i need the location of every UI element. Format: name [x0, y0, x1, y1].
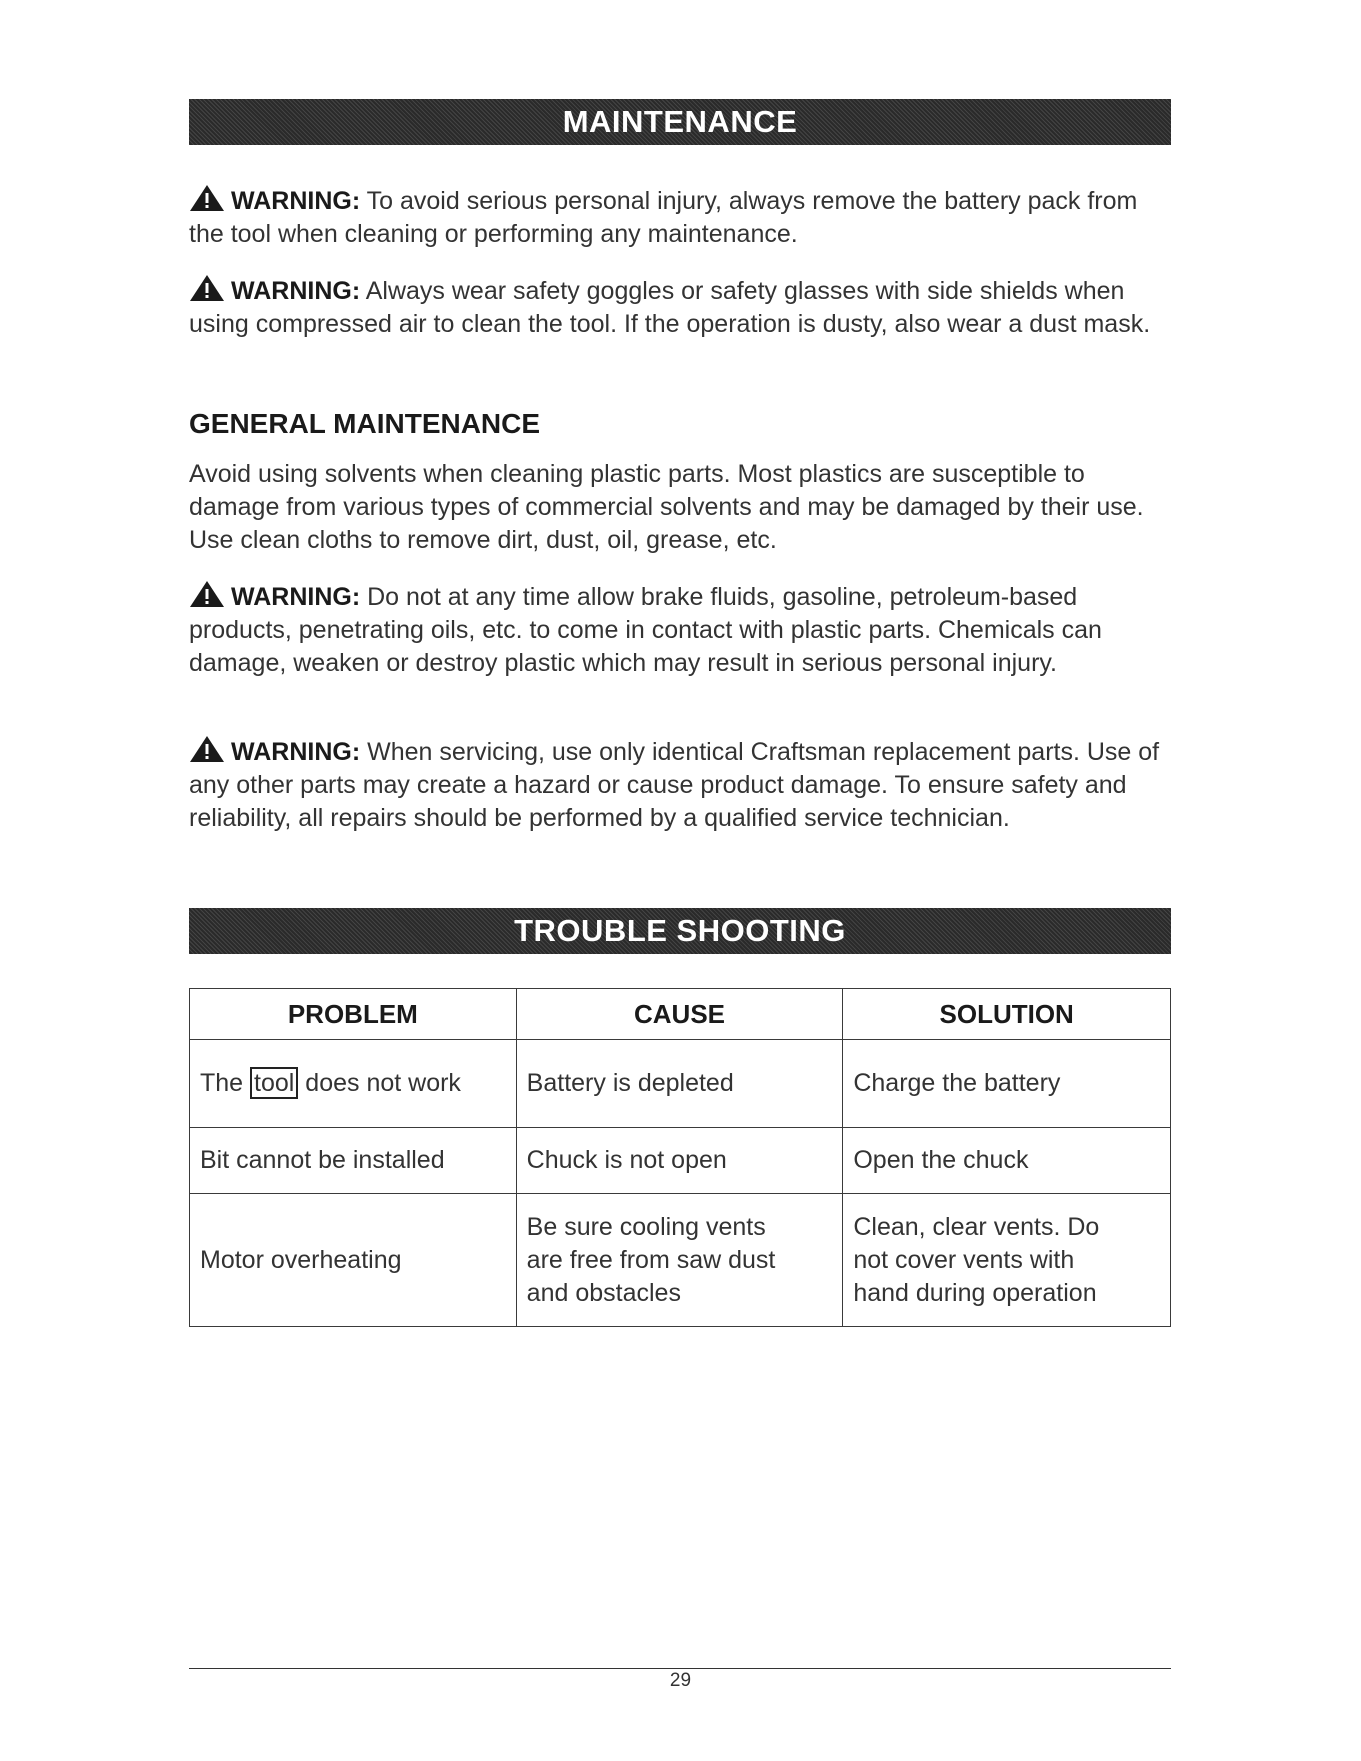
warning-label: WARNING: [231, 277, 361, 305]
troubleshooting-table [189, 988, 1171, 1327]
header-solution: SOLUTION [843, 989, 1171, 1040]
cause-cell: Battery is depleted [516, 1040, 843, 1128]
header-cause: CAUSE [516, 989, 843, 1040]
warning-text: Do not at any time allow brake fluids, gasoline, petroleum-based products, penetrating oils, etc. to come in contact with plastic parts. Chemicals can damage, weaken or destroy plastic which may result in serious personal injury. [189, 583, 1102, 677]
cause-line: are free from saw dust [526, 1245, 776, 1274]
problem-cell: Bit cannot be installed [190, 1128, 517, 1194]
warning-triangle-icon [189, 580, 225, 608]
problem-cell [190, 1040, 517, 1128]
cause-line: and obstacles [526, 1278, 681, 1307]
warning-paragraph-1 [189, 184, 1179, 251]
warning-triangle-icon [189, 735, 225, 763]
warning-text: To avoid serious personal injury, always remove the battery pack from the tool when cleaning or performing any maintenance. [189, 187, 1138, 248]
general-maintenance-heading: GENERAL MAINTENANCE [189, 408, 541, 439]
solution-line: Clean, clear vents. Do [853, 1212, 1100, 1241]
header-problem: PROBLEM [190, 989, 517, 1040]
highlighted-word: tool [250, 1067, 298, 1099]
table-header-row [190, 989, 1171, 1040]
warning-text: When servicing, use only identical Craftsman replacement parts. Use of any other parts may create a hazard or cause product damage. To ensure safety and reliability, all repairs should be performed by a qualified service technician. [189, 738, 1160, 832]
table-row [190, 1128, 1171, 1194]
warning-label: WARNING: [231, 187, 361, 215]
solution-line: hand during operation [853, 1278, 1097, 1307]
problem-text: does not work [298, 1069, 461, 1097]
warning-paragraph-2 [189, 274, 1179, 341]
cause-cell: Chuck is not open [516, 1128, 843, 1194]
problem-text: The [200, 1069, 251, 1097]
maintenance-banner [189, 99, 1171, 145]
solution-cell: Charge the battery [843, 1040, 1171, 1128]
table-row [190, 1194, 1171, 1327]
solution-cell: Open the chuck [843, 1128, 1171, 1194]
solution-cell [843, 1194, 1171, 1327]
warning-label: WARNING: [231, 583, 361, 611]
general-maintenance-text: Avoid using solvents when cleaning plastic parts. Most plastics are susceptible to damage from various types of commercial solvents and may be damaged by their use. Use clean cloths to remove dirt, dust, oil, grease, etc. [189, 460, 1144, 554]
warning-triangle-icon [189, 184, 225, 212]
cause-line: Be sure cooling vents [526, 1212, 766, 1241]
troubleshooting-banner [189, 908, 1171, 954]
maintenance-title: MAINTENANCE [562, 104, 798, 139]
problem-cell: Motor overheating [190, 1194, 517, 1327]
warning-text: Always wear safety goggles or safety glasses with side shields when using compressed air to clean the tool. If the operation is dusty, also wear a dust mask. [189, 277, 1151, 338]
cause-cell [516, 1194, 843, 1327]
table-row [190, 1040, 1171, 1128]
footer-divider [189, 1668, 1171, 1669]
page-number: 29 [669, 1670, 692, 1691]
warning-label: WARNING: [231, 738, 361, 766]
warning-paragraph-4 [189, 735, 1179, 835]
warning-triangle-icon [189, 274, 225, 302]
solution-line: not cover vents with [853, 1245, 1075, 1274]
troubleshooting-title: TROUBLE SHOOTING [514, 913, 846, 948]
warning-paragraph-3 [189, 580, 1179, 680]
